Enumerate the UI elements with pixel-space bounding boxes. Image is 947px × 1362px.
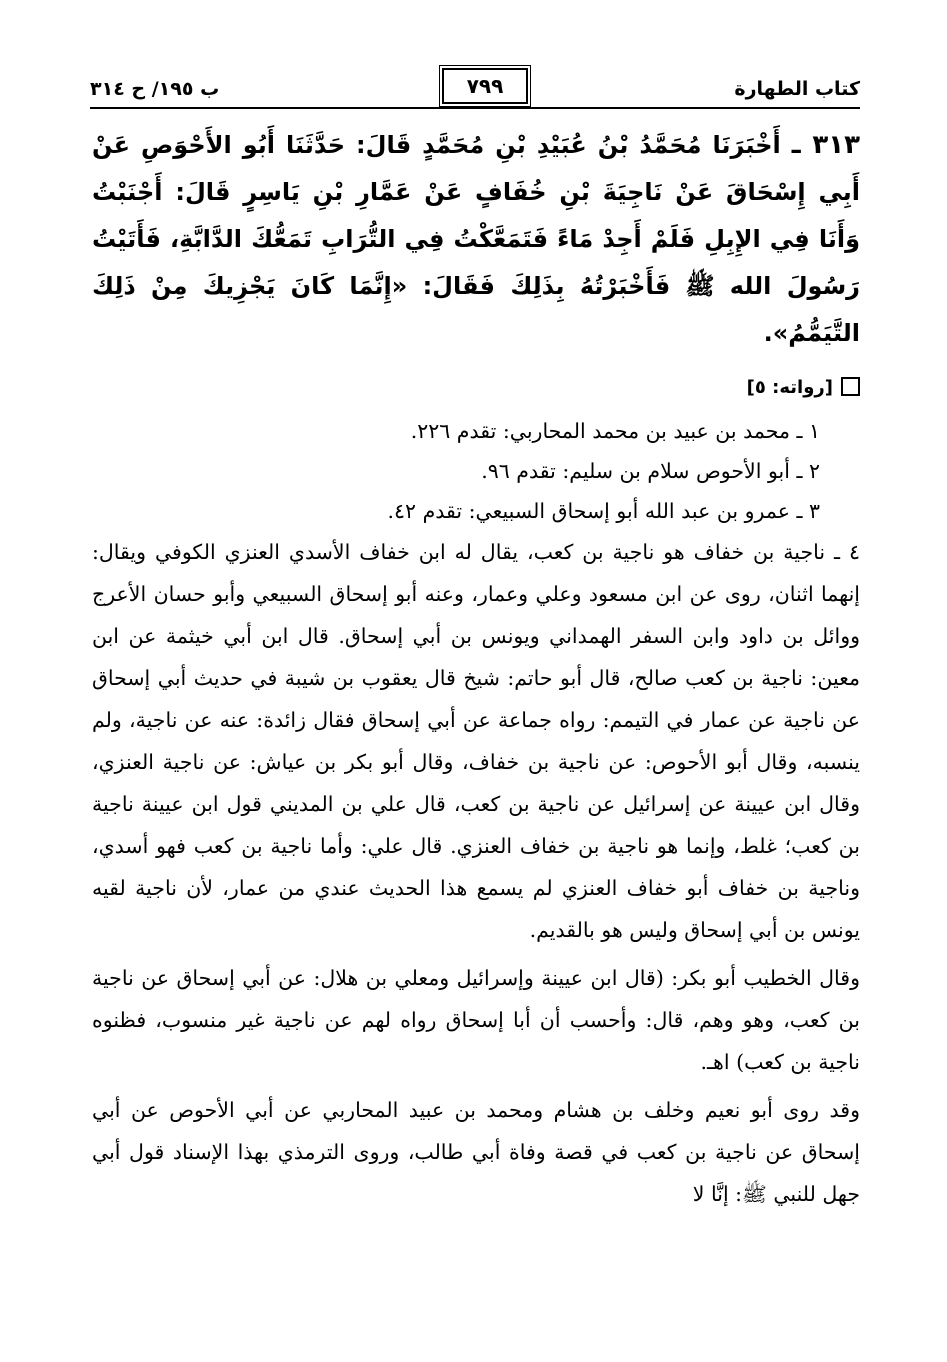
hadith-text-block bbox=[92, 122, 860, 357]
narration-note-paragraph: وقد روى أبو نعيم وخلف بن هشام ومحمد بن عبيد المحاربي عن أبي الأحوص عن أبي إسحاق عن ناجية بن كعب في قصة وفاة أبي طالب، وروى الترمذي بهذا الإسناد قول أبي جهل للنبي ﷺ: إنَّا لا bbox=[92, 1098, 860, 1206]
chapter-reference: ب ١٩٥/ ح ٣١٤ bbox=[90, 78, 220, 100]
page-number: ٧٩٩ bbox=[442, 68, 528, 104]
narrator-item: ٣ ـ عمرو بن عبد الله أبو إسحاق السبيعي: تقدم ٤٢. bbox=[387, 499, 820, 523]
page-content bbox=[92, 122, 860, 1215]
hadith-text: أَخْبَرَنَا مُحَمَّدُ بْنُ عُبَيْدِ بْنِ مُحَمَّدٍ قَالَ: حَدَّثَنَا أَبُو الأَحْوَصِ عَنْ أَبِي إِسْحَاقَ عَنْ نَاجِيَةَ بْنِ خُفَافٍ عَنْ عَمَّارِ بْنِ يَاسِرٍ قَالَ: أَجْنَبْتُ وَأَنَا فِي الإِبِلِ فَلَمْ أَجِدْ مَاءً فَتَمَعَّكْتُ فِي التُّرَابِ تَمَعُّكَ الدَّابَّةِ، فَأَتَيْتُ رَسُولَ الله ﷺ فَأَخْبَرْتُهُ بِذَلِكَ فَقَالَ: «إِنَّمَا كَانَ يَجْزِيكَ مِنْ ذَلِكَ التَّيَمُّمُ». bbox=[92, 131, 860, 347]
narrator-item: ١ ـ محمد بن عبيد بن محمد المحاربي: تقدم ٢٢٦. bbox=[410, 419, 820, 443]
header-divider bbox=[90, 107, 860, 109]
page-header bbox=[90, 68, 860, 108]
book-title: كتاب الطهارة bbox=[734, 78, 860, 100]
square-bullet-icon bbox=[841, 377, 860, 396]
narrator-biography-paragraph: ٤ ـ ناجية بن خفاف هو ناجية بن كعب، يقال له ابن خفاف الأسدي العنزي الكوفي ويقال: إنهما اثنان، روى عن ابن مسعود وعلي وعمار، وعنه أبو إسحاق السبيعي وأبو حسان الأعرج ووائل بن داود وابن السفر الهمداني ويونس بن أبي إسحاق. قال ابن أبي خيثمة عن ابن معين: ناجية بن كعب صالح، قال أبو حاتم: شيخ قال يعقوب بن شيبة في حديث أبي إسحاق عن ناجية عن عمار في التيمم: رواه جماعة عن أبي إسحاق فقال زائدة: عنه عن ناجية، ولم ينسبه، وقال أبو الأحوص: عن ناجية بن خفاف، وقال أبو بكر بن عياش: عن ناجية العنزي، وقال ابن عيينة عن إسرائيل عن ناجية بن كعب، قال علي بن المديني قول ابن عيينة ناجية بن كعب؛ غلط، وإنما هو ناجية بن خفاف العنزي. قال علي: وأما ناجية بن كعب فهو أسدي، وناجية بن خفاف أبو خفاف العنزي لم يسمع هذا الحديث عندي من عمار، لأن ناجية لقيه يونس بن أبي إسحاق وليس هو بالقديم. bbox=[92, 540, 860, 942]
narrator-item: ٢ ـ أبو الأحوص سلام بن سليم: تقدم ٩٦. bbox=[481, 459, 820, 483]
hadith-number: ٣١٣ ـ bbox=[791, 130, 860, 160]
khatib-quote-paragraph: وقال الخطيب أبو بكر: (قال ابن عيينة وإسرائيل ومعلي بن هلال: عن أبي إسحاق عن ناجية بن كعب، وهو وهم، قال: وأحسب أن أبا إسحاق رواه لهم عن ناجية غير منسوب، فظنوه ناجية بن كعب) اهـ. bbox=[92, 966, 860, 1074]
narrators-title: [رواته: ٥] bbox=[746, 377, 833, 398]
narrators-heading bbox=[92, 373, 860, 403]
